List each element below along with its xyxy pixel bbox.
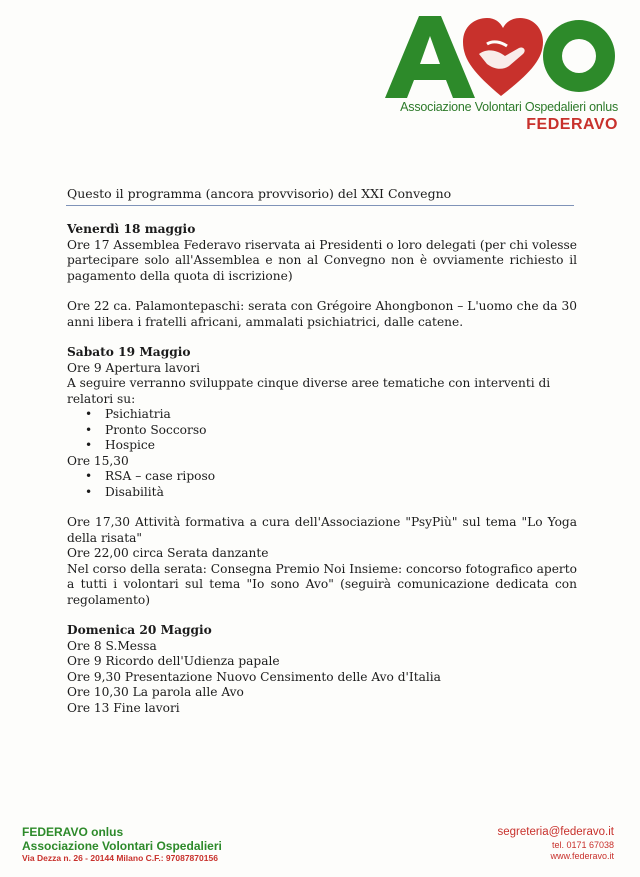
topics-list-a <box>67 407 577 454</box>
footer-contacts <box>497 825 614 862</box>
sunday-item: Ore 9,30 Presentazione Nuovo Censimento delle Avo d'Italia <box>67 669 441 684</box>
footer-tel: tel. 0171 67038 <box>551 840 614 850</box>
logo-org-name: Associazione Volontari Ospedalieri onlus <box>400 100 618 114</box>
topics-list-b <box>67 469 577 500</box>
footer-email[interactable]: segreteria@federavo.it <box>497 826 614 838</box>
avo-logo <box>383 14 618 133</box>
friday-title: Venerdì 18 maggio <box>67 222 196 236</box>
saturday-l1: Ore 9 Apertura lavori <box>67 360 200 375</box>
list-item: • Psichiatria <box>67 407 577 423</box>
intro-divider <box>66 205 574 206</box>
sunday-item: Ore 8 S.Messa <box>67 638 157 653</box>
footer-street: Via Dezza n. 26 - 20144 Milano C.F.: 97087870156 <box>22 853 218 863</box>
footer-web[interactable]: www.federavo.it <box>550 851 614 861</box>
footer-address <box>22 825 222 864</box>
saturday-l2: A seguire verranno sviluppate cinque diverse aree tematiche con interventi di relatori su: <box>67 376 551 406</box>
saturday-title: Sabato 19 Maggio <box>67 345 191 359</box>
program-content <box>67 222 577 716</box>
saturday-p3: Nel corso della serata: Consegna Premio Noi Insieme: concorso fotografico aperto a tutti i volontari sul tema "Io sono Avo" (seguirà comunicazione dedicata con regolamento) <box>67 561 577 607</box>
saturday-p2: Ore 22,00 circa Serata danzante <box>67 546 269 560</box>
footer-org-full: Associazione Volontari Ospedalieri <box>22 839 222 853</box>
list-item: • Hospice <box>67 438 577 454</box>
sunday-title: Domenica 20 Maggio <box>67 623 212 637</box>
list-item: • Pronto Soccorso <box>67 423 577 439</box>
footer-org: FEDERAVO onlus <box>22 825 124 839</box>
saturday-p1: Ore 17,30 Attività formativa a cura dell'Associazione "PsyPiù" sul tema "Lo Yoga della risata" <box>67 515 577 545</box>
friday-p1: Ore 17 Assemblea Federavo riservata ai Presidenti o loro delegati (per chi volesse partecipare solo all'Assemblea e non al Convegno non è ovviamente richiesto il pagamento della quota di iscrizione) <box>67 237 577 283</box>
program-intro: Questo il programma (ancora provvisorio) del XXI Convegno <box>67 186 452 201</box>
avo-logo-mark <box>383 14 618 99</box>
logo-federavo: FEDERAVO <box>526 116 618 133</box>
saturday-l3: Ore 15,30 <box>67 453 129 468</box>
list-item: • Disabilità <box>67 485 577 501</box>
friday-p2: Ore 22 ca. Palamontepaschi: serata con Grégoire Ahongbonon – L'uomo che da 30 anni libera i fratelli africani, ammalati psichiatrici, dalle catene. <box>67 299 577 329</box>
sunday-item: Ore 9 Ricordo dell'Udienza papale <box>67 654 280 668</box>
sunday-item: Ore 13 Fine lavori <box>67 700 180 715</box>
sunday-item: Ore 10,30 La parola alle Avo <box>67 685 244 699</box>
list-item: • RSA – case riposo <box>67 469 577 485</box>
